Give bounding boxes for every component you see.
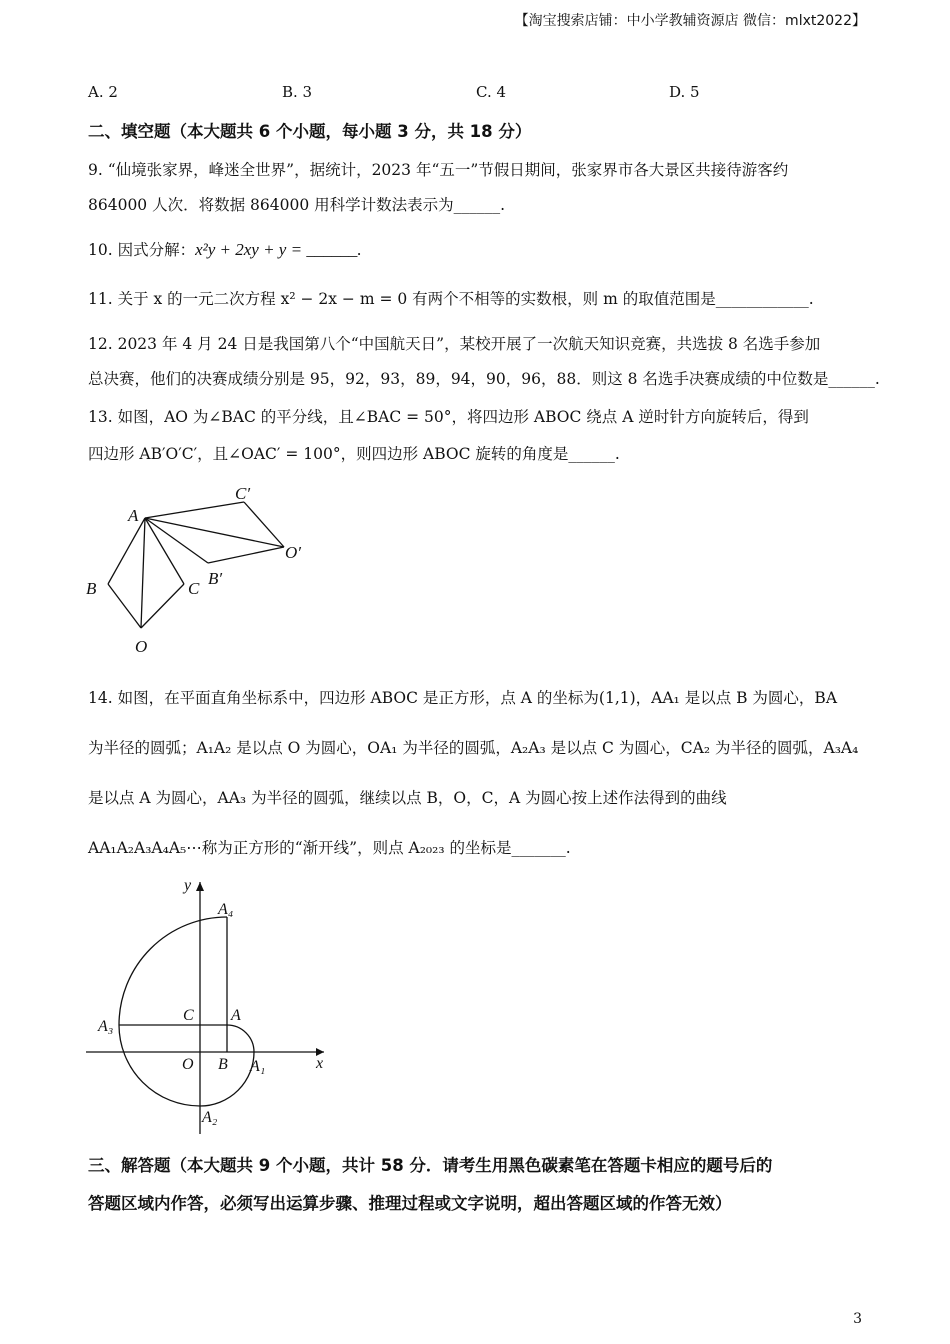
label-a3: A₃: [98, 1018, 114, 1035]
label-c: C: [188, 579, 200, 598]
label-c: C: [183, 1007, 194, 1024]
segment-o-prime-b-prime: [208, 547, 284, 563]
label-b: B: [86, 579, 97, 598]
label-a4: A₄: [218, 901, 234, 918]
segment-oc: [141, 584, 184, 628]
arc-a-a1: [227, 1025, 254, 1052]
option-b: B. 3: [282, 83, 313, 101]
q9-line1: 9. “仙境张家界，峰迷全世界”，据统计，2023 年“五一”节假日期间，张家界市各大景区共接待游客约: [88, 161, 789, 179]
q10-expression: x²y + 2xy + y = ______.: [195, 240, 362, 259]
page-number: 3: [853, 1311, 862, 1327]
label-o: O: [182, 1056, 194, 1073]
q14-line2: 为半径的圆弧；A₁A₂ 是以点 O 为圆心，OA₁ 为半径的圆弧，A₂A₃ 是以点 C 为圆心，CA₂ 为半径的圆弧，A₃A₄: [88, 739, 859, 757]
label-a1: A₁: [250, 1058, 266, 1075]
label-o: O: [135, 637, 148, 656]
segment-ao: [141, 518, 145, 628]
q14-line4: AA₁A₂A₃A₄A₅⋯称为正方形的“渐开线”，则点 A₂₀₂₃ 的坐标是_______.: [88, 839, 571, 857]
q11: 11. 关于 x 的一元二次方程 x² − 2x − m = 0 有两个不相等的实数根，则 m 的取值范围是____________.: [88, 290, 814, 308]
label-c-prime: C′: [235, 484, 251, 503]
option-c: C. 4: [476, 83, 507, 101]
q9-line2: 864000 人次．将数据 864000 用科学计数法表示为______.: [88, 196, 506, 214]
q12-line1: 12. 2023 年 4 月 24 日是我国第八个“中国航天日”，某校开展了一次航天知识竞赛，共选拔 8 名选手参加: [88, 335, 821, 353]
label-a2: A₂: [202, 1109, 218, 1126]
segment-ab: [108, 518, 145, 584]
q14-figure: [80, 870, 350, 1140]
q13-line2: 四边形 AB′O′C′，且∠OAC′ = 100°，则四边形 ABOC 旋转的角度是______.: [88, 445, 620, 463]
section3-line2: 答题区域内作答，必须写出运算步骤、推理过程或文字说明，超出答题区域的作答无效）: [88, 1194, 732, 1213]
label-a: A: [231, 1007, 241, 1024]
section3-line1: 三、解答题（本大题共 9 个小题，共计 58 分．请考生用黑色碳素笔在答题卡相应的题号后的: [88, 1156, 773, 1175]
label-b-prime: B′: [208, 569, 223, 588]
label-y: y: [184, 877, 192, 894]
label-b: B: [218, 1056, 228, 1073]
q14-line3: 是以点 A 为圆心，AA₃ 为半径的圆弧，继续以点 B，O，C，A 为圆心按上述作法得到的曲线: [88, 789, 727, 807]
label-x: x: [316, 1055, 324, 1072]
y-axis-arrow: [196, 882, 204, 891]
option-a: A. 2: [88, 83, 118, 101]
option-d: D. 5: [669, 83, 700, 101]
section2-title: 二、填空题（本大题共 6 个小题，每小题 3 分，共 18 分）: [88, 122, 532, 141]
q13-figure: [80, 480, 320, 660]
label-o-prime: O′: [285, 543, 301, 562]
segment-bo: [108, 584, 141, 628]
q12-line2: 总决赛，他们的决赛成绩分别是 95，92，93，89，94，90，96，88．则这 8 名选手决赛成绩的中位数是______.: [88, 370, 880, 388]
q10-prefix: 10. 因式分解：: [88, 241, 196, 259]
label-a: A: [128, 506, 139, 525]
segment-ca: [145, 518, 184, 584]
segment-ac-prime: [145, 502, 244, 518]
q14-line1: 14. 如图，在平面直角坐标系中，四边形 ABOC 是正方形，点 A 的坐标为(1,1)，AA₁ 是以点 B 为圆心，BA: [88, 689, 838, 707]
arc-a3-a4: [119, 917, 227, 1025]
q13-line1: 13. 如图，AO 为∠BAC 的平分线，且∠BAC = 50°，将四边形 ABOC 绕点 A 逆时针方向旋转后，得到: [88, 408, 809, 426]
q10: [88, 238, 362, 260]
page-header: 【淘宝搜索店铺：中小学教辅资源店 微信：mlxt2022】: [514, 13, 866, 29]
